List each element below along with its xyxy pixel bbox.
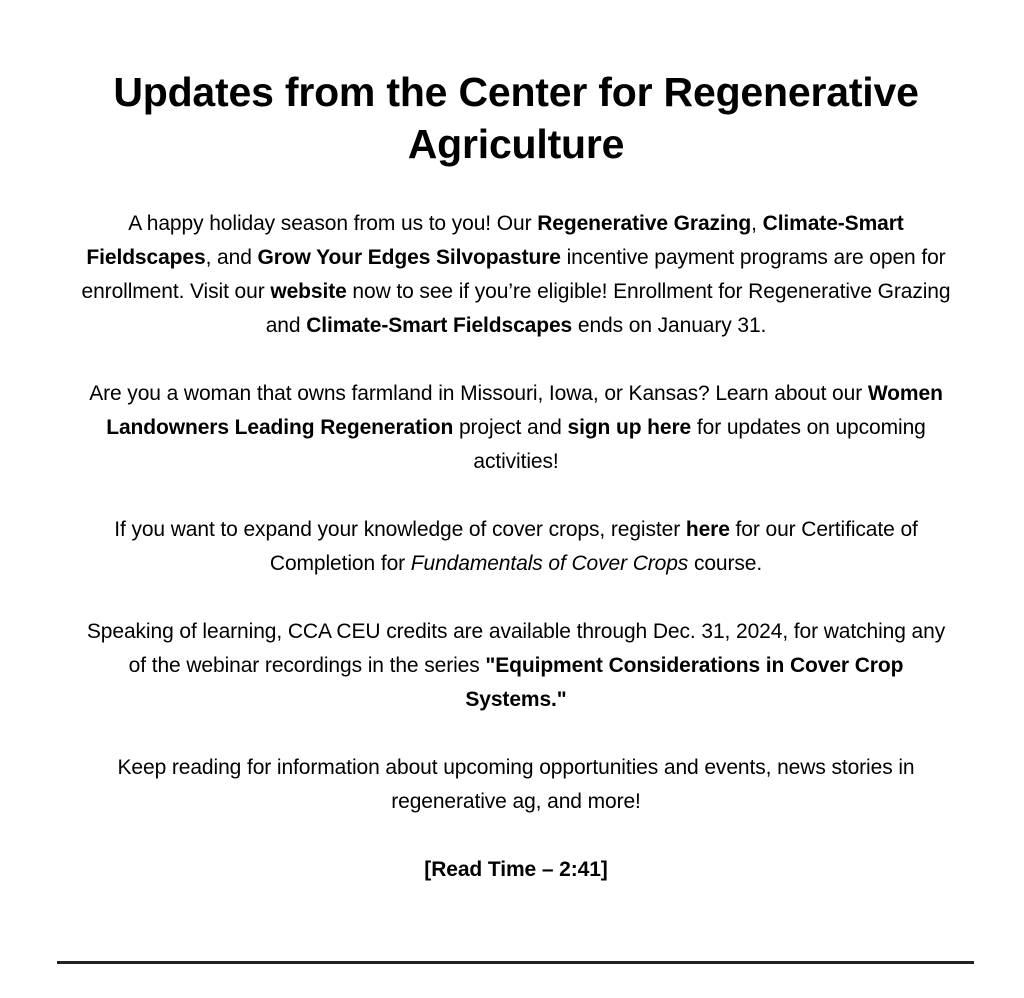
text-segment: ends on January 31. xyxy=(572,314,767,337)
text-segment: course. xyxy=(688,552,763,575)
website-link[interactable]: website xyxy=(270,280,347,303)
keep-reading-paragraph xyxy=(80,751,952,819)
cca-ceu-paragraph xyxy=(80,615,952,717)
regenerative-grazing-link[interactable]: Regenerative Grazing xyxy=(537,212,752,235)
text-segment: Keep reading for information about upcoming opportunities and events, news stories in regenerative ag, and more! xyxy=(117,756,915,813)
women-landowners-paragraph xyxy=(80,377,952,479)
newsletter-intro xyxy=(80,66,952,887)
climate-smart-fieldscapes-link-2[interactable]: Climate-Smart Fieldscapes xyxy=(306,314,573,337)
text-segment: now to see if you’re eligible! Enrollment for Regenerative Grazing and xyxy=(265,280,951,337)
holiday-programs-paragraph xyxy=(80,207,952,343)
text-segment: , xyxy=(751,212,763,235)
text-segment: Are you a woman that owns farmland in Missouri, Iowa, or Kansas? Learn about our xyxy=(89,382,868,405)
page-title: Updates from the Center for Regenerative Agriculture xyxy=(113,69,919,167)
text-segment: incentive payment programs are open for enrollment. Visit our xyxy=(81,246,946,303)
text-segment: If you want to expand your knowledge of cover crops, register xyxy=(114,518,686,541)
section-divider xyxy=(57,961,974,964)
grow-your-edges-link[interactable]: Grow Your Edges Silvopasture xyxy=(257,246,561,269)
text-segment: for our Certificate of Completion for xyxy=(269,518,918,575)
course-title: Fundamentals of Cover Crops xyxy=(410,552,689,575)
text-segment: for updates on upcoming activities! xyxy=(473,416,926,473)
text-segment: project and xyxy=(453,416,568,439)
text-segment: Speaking of learning, CCA CEU credits are available through Dec. 31, 2024, for watching any of the webinar recordings in the series xyxy=(86,620,946,677)
register-here-link[interactable]: here xyxy=(685,518,730,541)
women-landowners-link[interactable]: Women Landowners Leading Regeneration xyxy=(106,382,943,439)
climate-smart-fieldscapes-link[interactable]: Climate-Smart Fieldscapes xyxy=(86,212,904,269)
text-segment: A happy holiday season from us to you! Our xyxy=(128,212,538,235)
webinar-series-link[interactable]: "Equipment Considerations in Cover Crop Systems." xyxy=(465,654,904,711)
cover-crops-paragraph xyxy=(80,513,952,581)
sign-up-here-link[interactable]: sign up here xyxy=(567,416,692,439)
read-time-label: [Read Time – 2:41] xyxy=(424,858,608,881)
text-segment: , and xyxy=(205,246,258,269)
read-time xyxy=(80,853,952,887)
